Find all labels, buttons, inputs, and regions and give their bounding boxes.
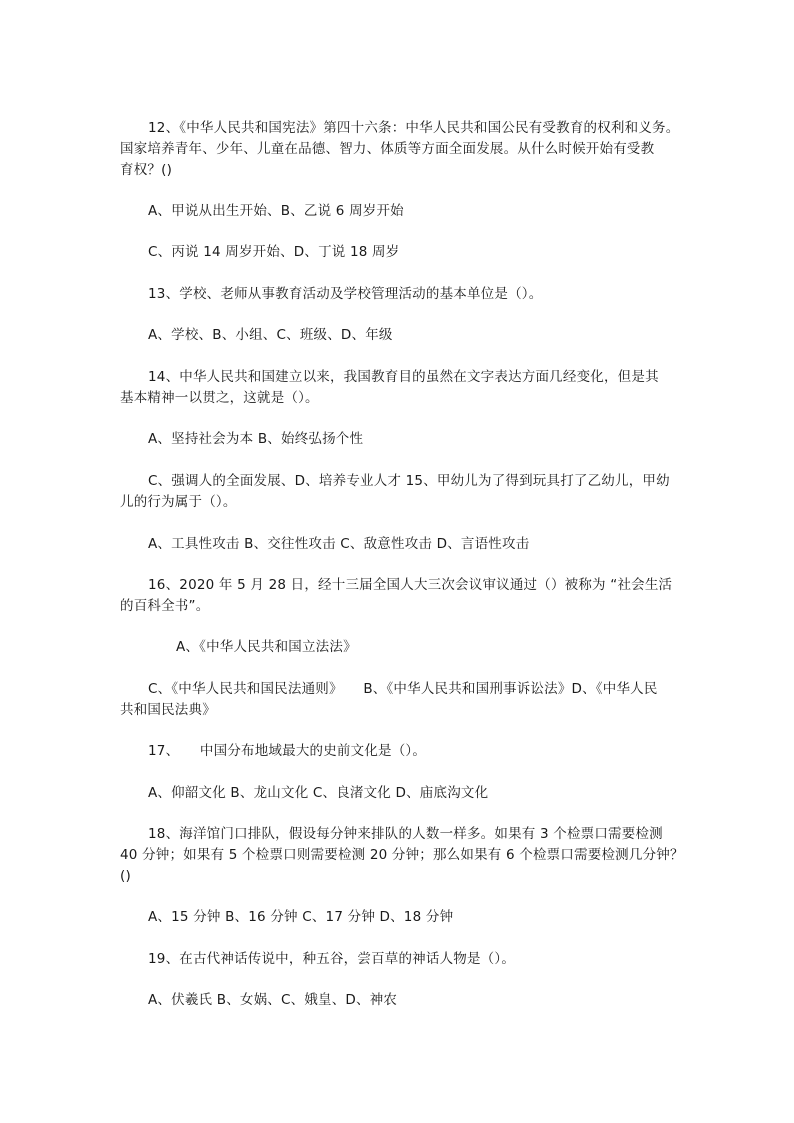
- text-line: 基本精神一以贯之，这就是（）。: [120, 390, 319, 406]
- text-line: 18、海洋馆门口排队，假设每分钟来排队的人数一样多。如果有 3 个检票口需要检测: [148, 826, 663, 842]
- text-line: (): [120, 868, 131, 884]
- text-line: C、《中华人民共和国民法通则》 B、《中华人民共和国刑事诉讼法》D、《中华人民: [148, 681, 658, 697]
- question-16: [120, 575, 686, 617]
- text-line: 13、学校、老师从事教育活动及学校管理活动的基本单位是（）。: [148, 286, 543, 302]
- text-line: A、工具性攻击 B、交往性攻击 C、敌意性攻击 D、言语性攻击: [148, 536, 530, 552]
- question-18: [120, 824, 686, 887]
- question-15-options: [120, 534, 686, 555]
- question-16-option-a: [120, 637, 686, 658]
- question-19-options: [120, 990, 686, 1011]
- question-17: [120, 741, 686, 762]
- question-12: [120, 118, 686, 181]
- text-line: 14、中华人民共和国建立以来，我国教育目的虽然在文字表达方面几经变化，但是其: [148, 369, 659, 385]
- text-line: A、仰韶文化 B、龙山文化 C、良渚文化 D、庙底沟文化: [148, 785, 489, 801]
- question-14-options-cd-question-15: [120, 471, 686, 513]
- text-line: 19、在古代神话传说中，种五谷，尝百草的神话人物是（）。: [148, 951, 516, 967]
- question-16-options-bcd: [120, 679, 686, 721]
- text-line: C、强调人的全面发展、D、培养专业人才 15、甲幼儿为了得到玩具打了乙幼儿，甲幼: [148, 473, 670, 489]
- text-line: A、甲说从出生开始、B、乙说 6 周岁开始: [148, 203, 404, 219]
- text-line: 12、《中华人民共和国宪法》第四十六条：中华人民共和国公民有受教育的权利和义务。: [148, 120, 680, 136]
- text-line: A、坚持社会为本 B、始终弘扬个性: [148, 431, 364, 447]
- question-14: [120, 367, 686, 409]
- text-line: A、学校、B、小组、C、班级、D、年级: [148, 327, 393, 343]
- question-12-options-ab: [120, 201, 686, 222]
- text-line: 育权？(): [120, 162, 173, 178]
- text-line: 16、2020 年 5 月 28 日，经十三届全国人大三次会议审议通过（）被称为 “社会生活: [148, 577, 673, 593]
- question-13: [120, 284, 686, 305]
- text-line: 国家培养青年、少年、儿童在品德、智力、体质等方面全面发展。从什么时候开始有受教: [120, 141, 655, 157]
- question-12-options-cd: [120, 242, 686, 263]
- text-line: 40 分钟；如果有 5 个检票口则需要检测 20 分钟；那么如果有 6 个检票口需要检测几分钟？: [120, 847, 684, 863]
- question-13-options: [120, 325, 686, 346]
- text-line: A、伏羲氏 B、女娲、C、娥皇、D、神农: [148, 992, 398, 1008]
- text-line: A、15 分钟 B、16 分钟 C、17 分钟 D、18 分钟: [148, 909, 454, 925]
- question-19: [120, 949, 686, 970]
- question-18-options: [120, 907, 686, 928]
- text-line: 17、 中国分布地域最大的史前文化是（）。: [148, 743, 427, 759]
- text-line: 的百科全书”。: [120, 598, 210, 614]
- question-17-options: [120, 783, 686, 804]
- text-line: A、《中华人民共和国立法法》: [176, 639, 357, 655]
- text-line: C、丙说 14 周岁开始、D、丁说 18 周岁: [148, 244, 400, 260]
- text-line: 儿的行为属于（）。: [120, 494, 237, 510]
- text-line: 共和国民法典》: [120, 702, 216, 718]
- question-14-options-ab: [120, 429, 686, 450]
